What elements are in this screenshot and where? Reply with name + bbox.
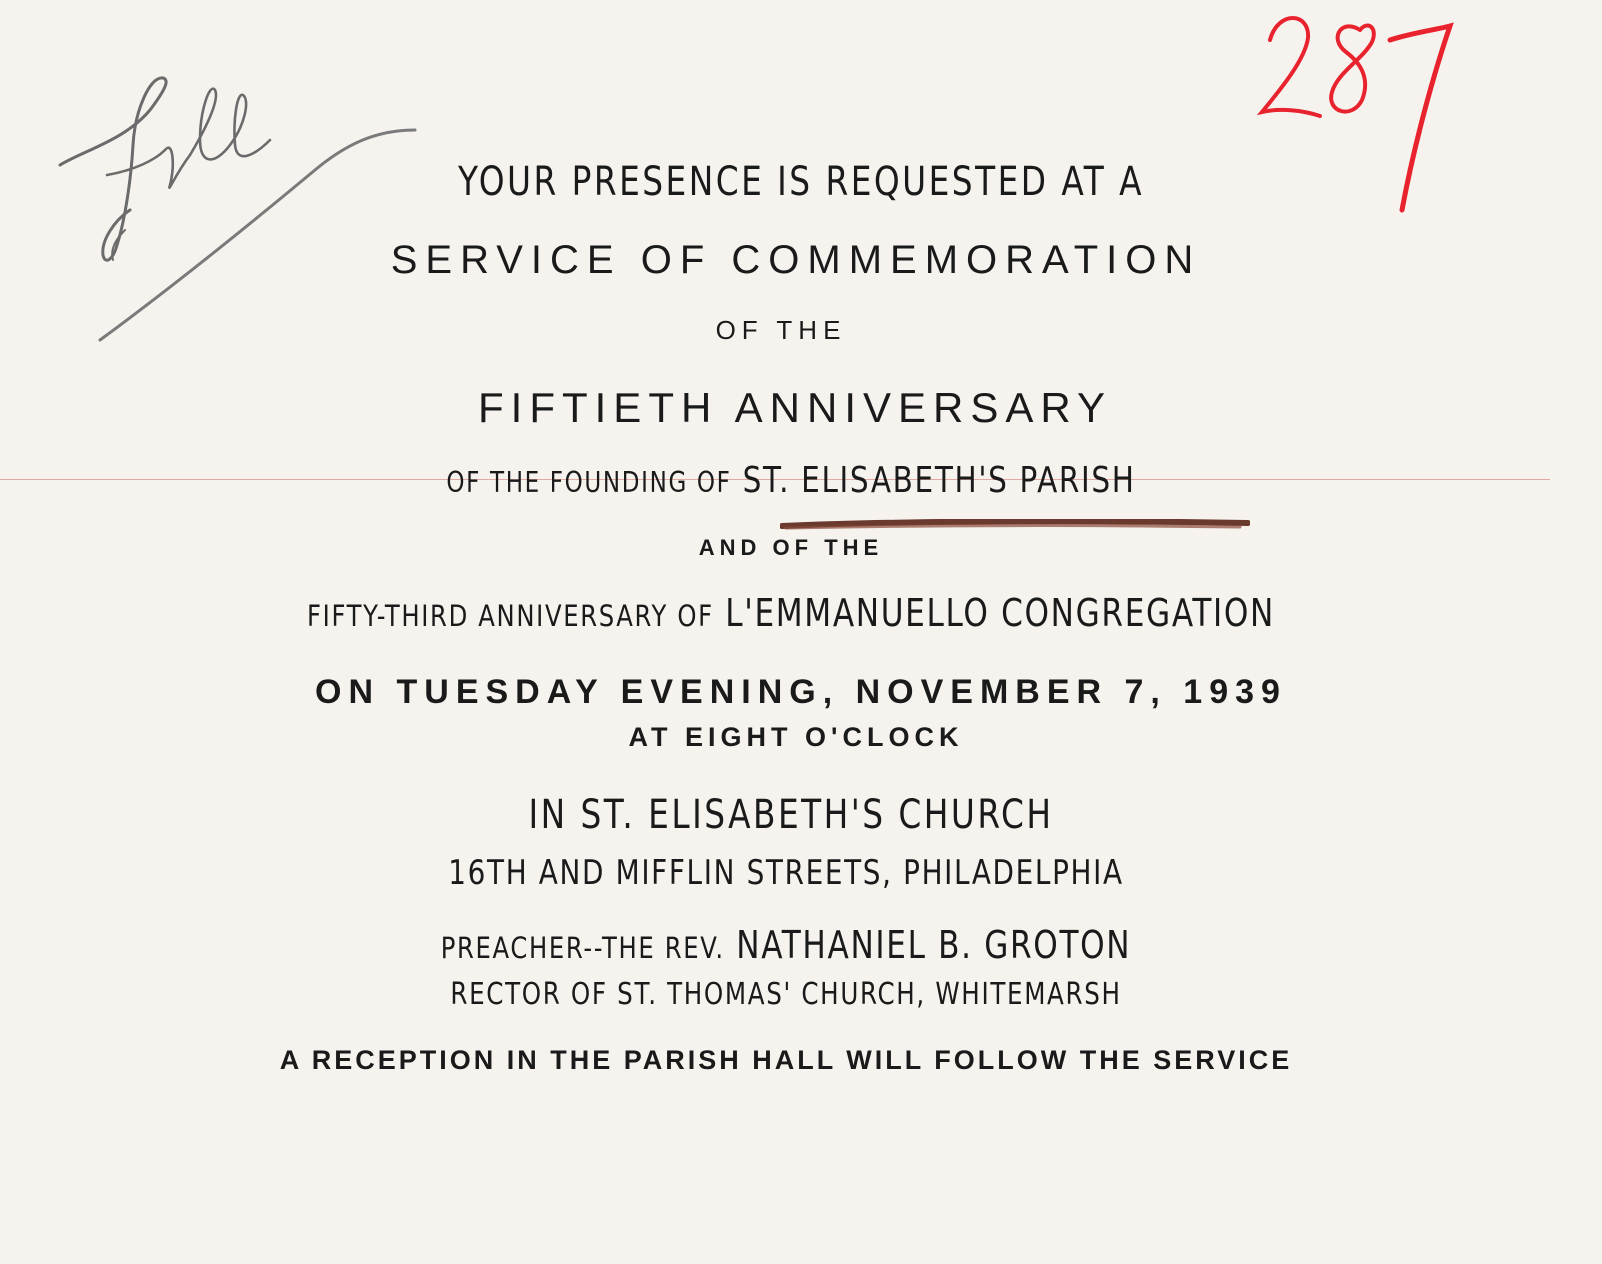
line-and-of-the: AND OF THE [698, 535, 884, 560]
crayon-underline [780, 519, 1250, 531]
congregation-name: L'EMMANUELLO CONGREGATION [725, 591, 1275, 635]
line-date: ON TUESDAY EVENING, NOVEMBER 7, 1939 [315, 673, 1287, 711]
line-fiftieth-anniversary: FIFTIETH ANNIVERSARY [478, 384, 1112, 431]
preacher-prefix: PREACHER--THE REV. [440, 930, 725, 965]
parish-name: ST. ELISABETH'S PARISH [742, 460, 1136, 501]
line-founding [134, 460, 1448, 501]
line-address: 16TH AND MIFFLIN STREETS, PHILADELPHIA [448, 853, 1124, 893]
line-reception: A RECEPTION IN THE PARISH HALL WILL FOLLOW THE SERVICE [279, 1045, 1293, 1075]
line-fifty-third [134, 591, 1448, 635]
line-preacher [129, 923, 1443, 967]
preacher-name: NATHANIEL B. GROTON [736, 923, 1132, 967]
line-service-title: SERVICE OF COMMEMORATION [390, 238, 1202, 282]
line-presence-requested: YOUR PRESENCE IS REQUESTED AT A [457, 159, 1145, 205]
founding-prefix: OF THE FOUNDING OF [446, 466, 732, 499]
line-time: AT EIGHT O'CLOCK [628, 722, 964, 752]
line-church: IN ST. ELISABETH'S CHURCH [528, 792, 1054, 838]
line-rector: RECTOR OF ST. THOMAS' CHURCH, WHITEMARSH [450, 977, 1122, 1012]
line-of-the: OF THE [715, 315, 847, 345]
fifty-third-prefix: FIFTY-THIRD ANNIVERSARY OF [307, 598, 714, 633]
